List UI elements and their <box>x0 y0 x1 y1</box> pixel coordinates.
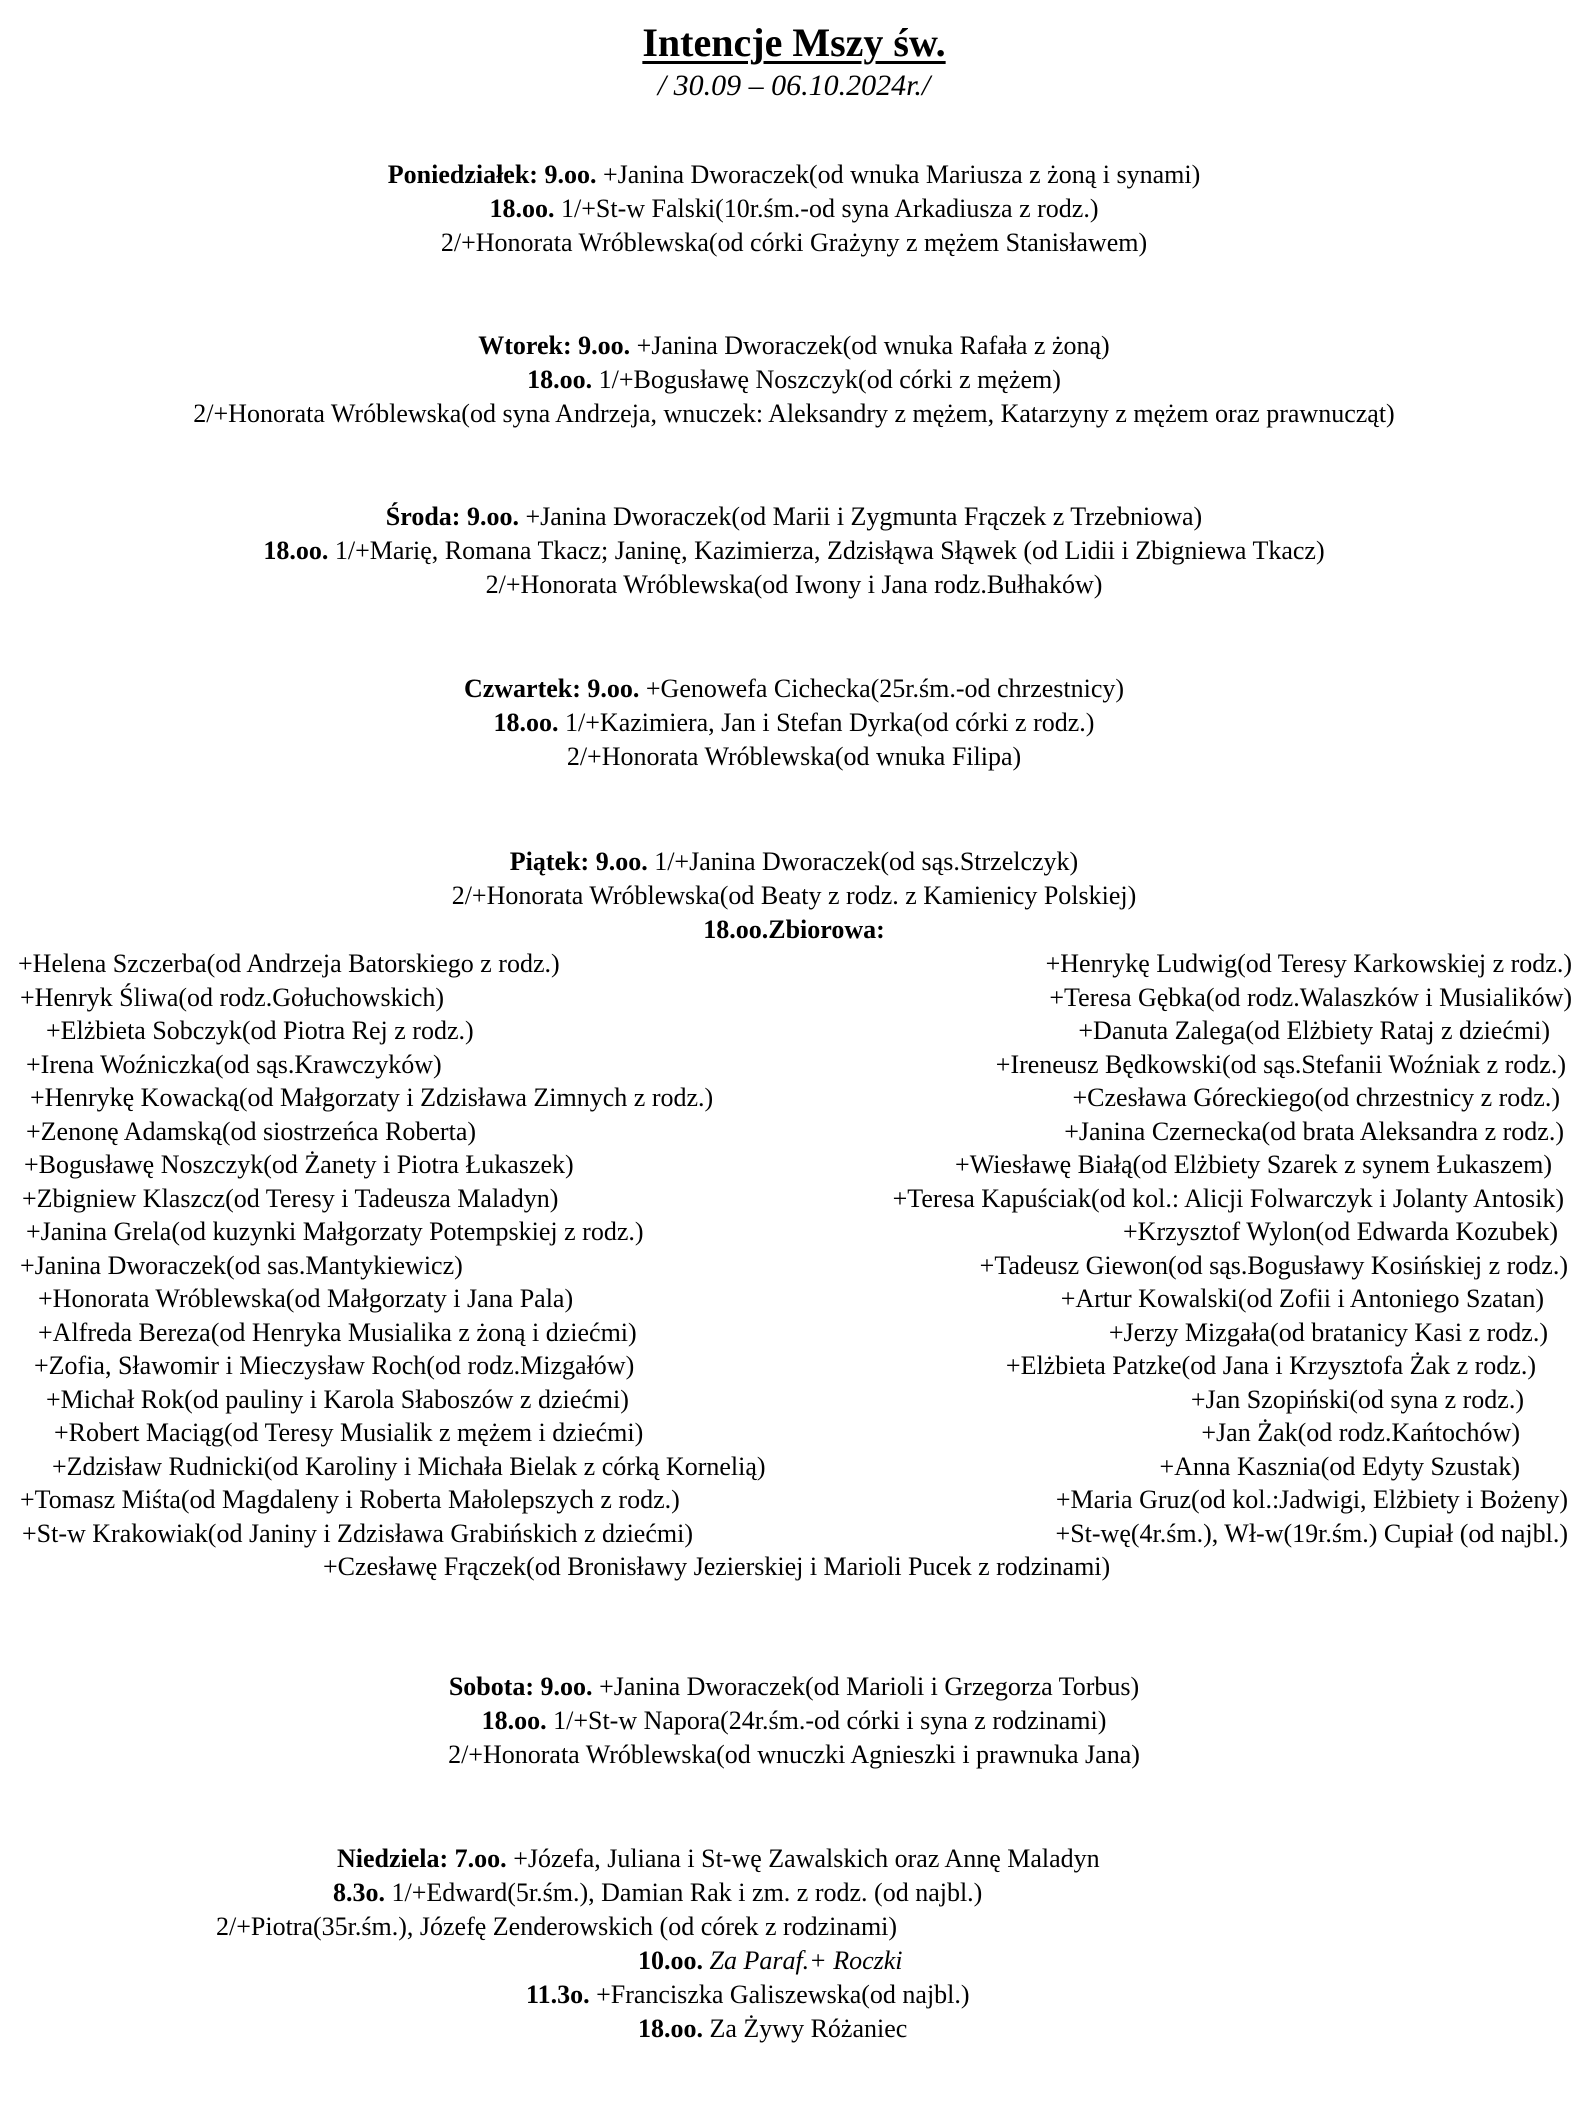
monday-line-1 <box>0 158 1588 192</box>
time-label: 11.3o. <box>526 1980 590 2009</box>
date-range: / 30.09 – 06.10.2024r./ <box>657 69 931 102</box>
collective-right-column <box>788 947 1588 1550</box>
friday-line-2 <box>0 879 1588 913</box>
intention-text: Za Żywy Różaniec <box>703 2014 908 2043</box>
thursday-line-3 <box>0 740 1588 774</box>
time-label: Sobota: 9.oo. <box>448 1672 593 1701</box>
time-label: 18.oo. <box>263 536 329 565</box>
thursday-line-1 <box>0 672 1588 706</box>
time-label: Środa: 9.oo. <box>385 502 519 531</box>
time-label: 18.oo. <box>493 708 559 737</box>
sunday-line-6 <box>0 2012 1588 2046</box>
collective-last-item: +Czesławę Frączek(od Bronisławy Jezierskiej i Marioli Pucek z rodzinami) <box>323 1552 1111 1581</box>
list-item: +Ireneusz Będkowski(od sąs.Stefanii Woźniak z rodz.) <box>995 1049 1566 1079</box>
time-label: 18.oo. <box>481 1706 547 1735</box>
time-label: Niedziela: 7.oo. <box>337 1844 507 1873</box>
wednesday-line-1 <box>0 500 1588 534</box>
list-item: +Tadeusz Giewon(od sąs.Bogusławy Kosińskiej z rodz.) <box>979 1250 1568 1280</box>
intention-text: 1/+Edward(5r.śm.), Damian Rak i zm. z rodz. (od najbl.) <box>385 1878 983 1907</box>
time-label: 18.oo. <box>489 194 555 223</box>
sunday-line-4 <box>0 1944 1588 1978</box>
list-item: +Bogusławę Noszczyk(od Żanety i Piotra Łukaszek) <box>24 1150 574 1179</box>
list-item: +Henrykę Kowacką(od Małgorzaty i Zdzisława Zimnych z rodz.) <box>30 1083 714 1112</box>
list-item: +Krzysztof Wylon(od Edwarda Kozubek) <box>1123 1217 1558 1246</box>
intention-text: +Józefa, Juliana i St-wę Zawalskich oraz Annę Maladyn <box>506 1844 1100 1873</box>
time-label: 10.oo. <box>638 1946 703 1975</box>
list-item: +Artur Kowalski(od Zofii i Antoniego Szatan) <box>1060 1284 1544 1313</box>
time-label: Piątek: 9.oo. <box>509 847 648 876</box>
list-item: +Elżbieta Sobczyk(od Piotra Rej z rodz.) <box>46 1016 474 1045</box>
sunday-line-1 <box>0 1842 1588 1876</box>
friday-line-1 <box>0 845 1588 879</box>
page-title <box>0 20 1588 66</box>
intention-text: 2/+Piotra(35r.śm.), Józefę Zenderowskich (od córek z rodzinami) <box>216 1912 898 1941</box>
list-item: +Elżbieta Patzke(od Jana i Krzysztofa Żak z rodz.) <box>1005 1351 1536 1380</box>
list-item: +Alfreda Bereza(od Henryka Musialika z żoną i dziećmi) <box>38 1317 637 1347</box>
intention-text: 1/+Bogusławę Noszczyk(od córki z mężem) <box>592 365 1061 394</box>
intention-text: Za Paraf.+ Roczki <box>703 1946 903 1975</box>
saturday-line-1 <box>0 1670 1588 1704</box>
list-item: +Robert Maciąg(od Teresy Musialik z mężem i dziećmi) <box>54 1418 644 1447</box>
list-item: +Henrykę Ludwig(od Teresy Karkowskiej z rodz.) <box>1045 949 1572 978</box>
list-item: +Zofia, Sławomir i Mieczysław Roch(od rodz.Mizgałów) <box>34 1351 635 1380</box>
list-item: +Jan Żak(od rodz.Kańtochów) <box>1201 1418 1520 1447</box>
intention-text: 2/+Honorata Wróblewska(od Beaty z rodz. z Kamienicy Polskiej) <box>451 881 1137 910</box>
tuesday-line-2 <box>0 363 1588 397</box>
intention-text: 1/+Kazimiera, Jan i Stefan Dyrka(od córki z rodz.) <box>558 708 1095 737</box>
list-item: +Janina Grela(od kuzynki Małgorzaty Potempskiej z rodz.) <box>26 1217 644 1246</box>
thursday-line-2 <box>0 706 1588 740</box>
intention-text: +Franciszka Galiszewska(od najbl.) <box>589 1980 970 2009</box>
list-item: +Michał Rok(od pauliny i Karola Słaboszów z dziećmi) <box>46 1384 629 1414</box>
list-item: +Janina Dworaczek(od sas.Mantykiewicz) <box>20 1250 463 1280</box>
saturday-line-3 <box>0 1738 1588 1772</box>
list-item: +Jan Szopiński(od syna z rodz.) <box>1190 1384 1524 1414</box>
time-label: 8.3o. <box>333 1878 385 1907</box>
list-item: +Zenonę Adamską(od siostrzeńca Roberta) <box>26 1116 477 1146</box>
sunday-line-3 <box>0 1910 1588 1944</box>
intention-text: +Janina Dworaczek(od wnuka Mariusza z żoną i synami) <box>596 160 1201 189</box>
list-item: +Zdzisław Rudnicki(od Karoliny i Michała Bielak z córką Kornelią) <box>52 1451 766 1481</box>
intention-text: 1/+Janina Dworaczek(od sąs.Strzelczyk) <box>647 847 1079 876</box>
intention-text: +Janina Dworaczek(od Marii i Zygmunta Frączek z Trzebniowa) <box>518 502 1203 531</box>
list-item: +Zbigniew Klaszcz(od Teresy i Tadeusza Maladyn) <box>22 1183 559 1213</box>
saturday-line-2 <box>0 1704 1588 1738</box>
list-item: +Teresa Kapuściak(od kol.: Alicji Folwarczyk i Jolanty Antosik) <box>892 1183 1564 1213</box>
list-item: +Honorata Wróblewska(od Małgorzaty i Jana Pala) <box>38 1284 574 1313</box>
intention-text: 2/+Honorata Wróblewska(od wnuczki Agnieszki i prawnuka Jana) <box>448 1740 1140 1769</box>
intention-text: 1/+Marię, Romana Tkacz; Janinę, Kazimierza, Zdzisłąwa Słąwek (od Lidii i Zbigniewa Tkacz) <box>328 536 1325 565</box>
title-text: Intencje Mszy św. <box>642 20 946 65</box>
monday-line-3 <box>0 226 1588 260</box>
intention-text: +Genowefa Cichecka(25r.śm.-od chrzestnicy) <box>639 674 1125 703</box>
list-item: +Jerzy Mizgała(od bratanicy Kasi z rodz.) <box>1108 1317 1548 1347</box>
list-item: +Teresa Gębka(od rodz.Walaszków i Musialików) <box>1049 982 1572 1012</box>
intention-text: +Janina Dworaczek(od wnuka Rafała z żoną) <box>630 331 1110 360</box>
time-label: 18.oo. <box>527 365 593 394</box>
list-item: +Maria Gruz(od kol.:Jadwigi, Elżbiety i Bożeny) <box>1055 1485 1568 1514</box>
intention-text: +Janina Dworaczek(od Marioli i Grzegorza Torbus) <box>592 1672 1140 1701</box>
sunday-line-5 <box>0 1978 1588 2012</box>
intention-text: 1/+St-w Napora(24r.śm.-od córki i syna z rodzinami) <box>546 1706 1107 1735</box>
wednesday-line-3 <box>0 568 1588 602</box>
list-item: +Danuta Zalega(od Elżbiety Rataj z dziećmi) <box>1078 1016 1550 1045</box>
intention-text: 1/+St-w Falski(10r.śm.-od syna Arkadiusza z rodz.) <box>554 194 1099 223</box>
list-item: +St-wę(4r.śm.), Wł-w(19r.śm.) Cupiał (od najbl.) <box>1055 1518 1568 1548</box>
wednesday-line-2 <box>0 534 1588 568</box>
time-label: Czwartek: 9.oo. <box>463 674 640 703</box>
monday-line-2 <box>0 192 1588 226</box>
list-item: +Anna Kasznia(od Edyty Szustak) <box>1159 1451 1520 1481</box>
tuesday-line-1 <box>0 329 1588 363</box>
list-item: +Czesława Góreckiego(od chrzestnicy z rodz.) <box>1072 1083 1560 1112</box>
sunday-line-2 <box>0 1876 1588 1910</box>
list-item: +Wiesławę Białą(od Elżbiety Szarek z synem Łukaszem) <box>955 1150 1552 1179</box>
time-label: Poniedziałek: 9.oo. <box>387 160 597 189</box>
intention-text: 2/+Honorata Wróblewska(od Iwony i Jana rodz.Bułhaków) <box>485 570 1103 599</box>
time-label: Wtorek: 9.oo. <box>478 331 631 360</box>
list-item: +Helena Szczerba(od Andrzeja Batorskiego z rodz.) <box>18 949 560 978</box>
list-item: +Irena Woźniczka(od sąs.Krawczyków) <box>26 1049 442 1079</box>
collective-left-column <box>0 947 800 1550</box>
list-item: +Janina Czernecka(od brata Aleksandra z rodz.) <box>1064 1116 1564 1146</box>
list-item: +St-w Krakowiak(od Janiny i Zdzisława Grabińskich z dziećmi) <box>22 1518 693 1548</box>
intention-text: 2/+Honorata Wróblewska(od wnuka Filipa) <box>566 742 1022 771</box>
list-item: +Tomasz Miśta(od Magdaleny i Roberta Małolepszych z rodz.) <box>20 1485 680 1514</box>
tuesday-line-3 <box>0 397 1588 431</box>
intention-text: 2/+Honorata Wróblewska(od córki Grażyny z mężem Stanisławem) <box>440 228 1148 257</box>
list-item: +Henryk Śliwa(od rodz.Gołuchowskich) <box>20 982 445 1012</box>
collective-mass-label: 18.oo.Zbiorowa: <box>703 915 885 944</box>
time-label: 18.oo. <box>638 2014 703 2043</box>
intention-text: 2/+Honorata Wróblewska(od syna Andrzeja, wnuczek: Aleksandry z mężem, Katarzyny z mężem oraz prawnucząt) <box>193 399 1395 428</box>
